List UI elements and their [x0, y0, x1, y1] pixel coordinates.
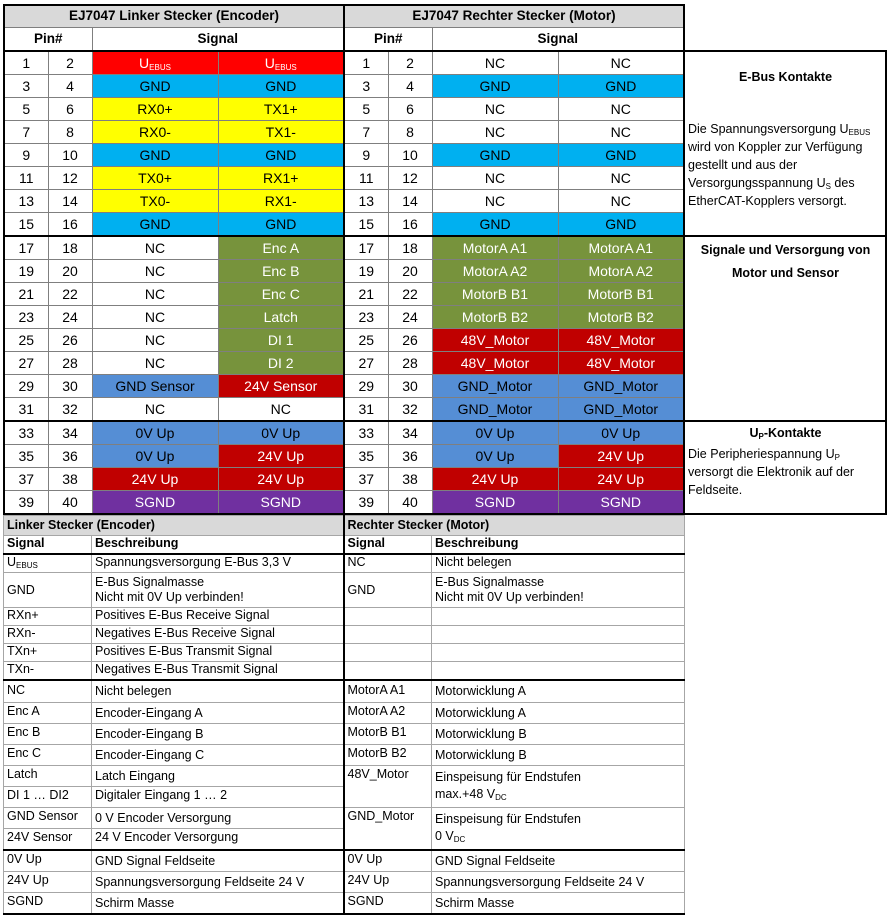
pin-number: 29	[4, 374, 48, 397]
signal-name: Enc B	[4, 724, 92, 745]
signal-description: Negatives E-Bus Transmit Signal	[92, 662, 344, 681]
right-signal: NC	[432, 97, 558, 120]
pin-number: 38	[48, 467, 92, 490]
left-signal: TX1+	[218, 97, 344, 120]
right-signal: MotorB B1	[558, 282, 684, 305]
left-signal: RX0-	[92, 120, 218, 143]
pin-number: 9	[344, 143, 388, 166]
pin-number: 18	[48, 236, 92, 260]
right-signal: NC	[432, 51, 558, 75]
right-signal: 24V Up	[432, 467, 558, 490]
left-desc-title: Linker Stecker (Encoder)	[4, 516, 344, 536]
left-signal: $U_{EBUS}$	[92, 51, 218, 75]
left-signal: NC	[92, 259, 218, 282]
signal-description: Encoder-Eingang C	[92, 745, 344, 766]
pin-number: 10	[388, 143, 432, 166]
pin-number: 15	[344, 212, 388, 236]
pin-number: 6	[388, 97, 432, 120]
signal-name: MotorB B1	[344, 724, 432, 745]
pin-number: 34	[388, 421, 432, 445]
right-signal: GND	[432, 212, 558, 236]
pin-number: 35	[344, 444, 388, 467]
right-signal: MotorB B2	[558, 305, 684, 328]
description-column-header: Beschreibung	[92, 536, 344, 555]
pin-number: 25	[344, 328, 388, 351]
right-signal: 24V Up	[558, 444, 684, 467]
signal-description: Schirm Masse	[432, 893, 685, 915]
pin-number: 26	[388, 328, 432, 351]
pin-number: 5	[344, 97, 388, 120]
pin-number: 11	[344, 166, 388, 189]
pin-number: 2	[388, 51, 432, 75]
pin-number: 30	[48, 374, 92, 397]
right-signal: 0V Up	[558, 421, 684, 445]
signal-description: Encoder-Eingang B	[92, 724, 344, 745]
pin-number: 36	[48, 444, 92, 467]
right-signal: GND	[558, 74, 684, 97]
left-signal: Latch	[218, 305, 344, 328]
signal-name: Enc C	[4, 745, 92, 766]
left-signal: 0V Up	[218, 421, 344, 445]
left-signal: NC	[218, 397, 344, 421]
right-signal: 0V Up	[432, 421, 558, 445]
left-signal: GND	[218, 74, 344, 97]
right-signal: 48V_Motor	[558, 351, 684, 374]
signal-name: RXn+	[4, 608, 92, 626]
pin-number: 40	[388, 490, 432, 514]
signal-description: Latch Eingang	[92, 766, 344, 787]
pin-number: 3	[4, 74, 48, 97]
signal-header: Signal	[432, 27, 684, 51]
signal-name: 48V_Motor	[344, 766, 432, 808]
pin-number: 28	[48, 351, 92, 374]
signal-description: Motorwicklung B	[432, 745, 685, 766]
right-signal: MotorA A1	[558, 236, 684, 260]
pin-number: 13	[4, 189, 48, 212]
signal-description: 24 V Encoder Versorgung	[92, 829, 344, 851]
pin-number: 24	[388, 305, 432, 328]
left-signal: NC	[92, 397, 218, 421]
signal-description: Motorwicklung A	[432, 703, 685, 724]
left-signal: TX0-	[92, 189, 218, 212]
pin-number: 7	[4, 120, 48, 143]
left-signal: NC	[92, 236, 218, 260]
pin-number: 17	[344, 236, 388, 260]
pin-number: 27	[344, 351, 388, 374]
pin-number: 39	[344, 490, 388, 514]
left-signal: 24V Up	[218, 444, 344, 467]
pin-number: 3	[344, 74, 388, 97]
left-signal: DI 2	[218, 351, 344, 374]
signal-description: Nicht belegen	[92, 680, 344, 703]
left-signal: TX0+	[92, 166, 218, 189]
pin-number: 12	[48, 166, 92, 189]
pin-number: 37	[4, 467, 48, 490]
signal-description: Encoder-Eingang A	[92, 703, 344, 724]
signal-name: MotorA A2	[344, 703, 432, 724]
pin-number: 33	[344, 421, 388, 445]
pin-number: 33	[4, 421, 48, 445]
right-signal: MotorB B2	[432, 305, 558, 328]
right-signal: NC	[432, 189, 558, 212]
right-connector-title: EJ7047 Rechter Stecker (Motor)	[344, 5, 684, 27]
left-signal: NC	[92, 305, 218, 328]
signal-name: 24V Up	[4, 872, 92, 893]
pin-number: 22	[48, 282, 92, 305]
pin-number: 19	[344, 259, 388, 282]
right-signal: MotorA A2	[558, 259, 684, 282]
right-desc-title: Rechter Stecker (Motor)	[344, 516, 685, 536]
signal-description: Spannungsversorgung Feldseite 24 V	[432, 872, 685, 893]
signal-column-header: Signal	[344, 536, 432, 555]
signal-name: TXn-	[4, 662, 92, 681]
signal-name: 24V Up	[344, 872, 432, 893]
left-signal: GND	[218, 212, 344, 236]
left-signal: NC	[92, 282, 218, 305]
pin-number: 14	[388, 189, 432, 212]
left-signal: GND Sensor	[92, 374, 218, 397]
right-signal: 48V_Motor	[558, 328, 684, 351]
pin-number: 7	[344, 120, 388, 143]
signal-name: GND Sensor	[4, 808, 92, 829]
signal-name: 24V Sensor	[4, 829, 92, 851]
signal-description-table	[3, 515, 685, 915]
pin-number: 23	[4, 305, 48, 328]
signal-description: Schirm Masse	[92, 893, 344, 915]
left-signal: 24V Sensor	[218, 374, 344, 397]
signal-name: Enc A	[4, 703, 92, 724]
left-signal: GND	[92, 74, 218, 97]
left-signal: RX0+	[92, 97, 218, 120]
pin-number: 28	[388, 351, 432, 374]
pin-number: 25	[4, 328, 48, 351]
right-signal: GND	[558, 143, 684, 166]
pin-number: 31	[344, 397, 388, 421]
ebus-contacts-note: E-Bus Kontakte Die Spannungsversorgung $U_{EBUS}$ wird von Koppler zur Verfügung gestellt und aus der Versorgungsspannung $U_S$ des EtherCAT-Kopplers versorgt.	[684, 51, 886, 236]
signal-description: Spannungsversorgung E-Bus 3,3 V	[92, 554, 344, 573]
signal-description: Digitaler Eingang 1 … 2	[92, 787, 344, 808]
pin-number: 8	[48, 120, 92, 143]
signal-description: Positives E-Bus Receive Signal	[92, 608, 344, 626]
signal-name: DI 1 … DI2	[4, 787, 92, 808]
left-connector-title: EJ7047 Linker Stecker (Encoder)	[4, 5, 344, 27]
right-signal: 24V Up	[558, 467, 684, 490]
left-signal: GND	[218, 143, 344, 166]
signal-description: Positives E-Bus Transmit Signal	[92, 644, 344, 662]
pin-number: 22	[388, 282, 432, 305]
pin-number: 37	[344, 467, 388, 490]
signal-name: GND	[4, 573, 92, 608]
right-signal: SGND	[432, 490, 558, 514]
left-signal: 0V Up	[92, 444, 218, 467]
left-signal: GND	[92, 143, 218, 166]
pin-number: 20	[48, 259, 92, 282]
pin-number: 24	[48, 305, 92, 328]
pin-number: 15	[4, 212, 48, 236]
right-signal: 48V_Motor	[432, 351, 558, 374]
signal-description: Motorwicklung B	[432, 724, 685, 745]
signal-description: Motorwicklung A	[432, 680, 685, 703]
right-signal: NC	[432, 120, 558, 143]
up-contacts-note: $U_P$-Kontakte Die Peripheriespannung $U_P$ versorgt die Elektronik auf der Feldseite.	[684, 421, 886, 514]
right-signal: GND	[558, 212, 684, 236]
signal-description: E-Bus Signalmasse Nicht mit 0V Up verbinden!	[92, 573, 344, 608]
pin-number: 5	[4, 97, 48, 120]
right-signal: SGND	[558, 490, 684, 514]
signal-description: GND Signal Feldseite	[432, 850, 685, 872]
pin-number: 31	[4, 397, 48, 421]
signal-name: NC	[4, 680, 92, 703]
pin-assignment-table	[3, 4, 887, 515]
signal-name: MotorA A1	[344, 680, 432, 703]
description-column-header: Beschreibung	[432, 536, 685, 555]
right-signal: NC	[558, 166, 684, 189]
pin-number: 36	[388, 444, 432, 467]
right-signal: MotorA A2	[432, 259, 558, 282]
left-signal: DI 1	[218, 328, 344, 351]
right-signal: GND_Motor	[558, 374, 684, 397]
pin-number: 16	[48, 212, 92, 236]
pin-number: 21	[4, 282, 48, 305]
left-signal: NC	[92, 351, 218, 374]
pin-number: 21	[344, 282, 388, 305]
left-signal: RX1-	[218, 189, 344, 212]
right-signal: NC	[558, 120, 684, 143]
right-signal: NC	[558, 51, 684, 75]
pin-number: 8	[388, 120, 432, 143]
pin-number: 34	[48, 421, 92, 445]
left-signal: Enc A	[218, 236, 344, 260]
left-signal: $U_{EBUS}$	[218, 51, 344, 75]
pin-number: 13	[344, 189, 388, 212]
left-signal: RX1+	[218, 166, 344, 189]
left-signal: 24V Up	[92, 467, 218, 490]
pin-number: 6	[48, 97, 92, 120]
pin-number: 27	[4, 351, 48, 374]
pin-number: 32	[388, 397, 432, 421]
right-signal: GND_Motor	[432, 374, 558, 397]
signal-name: RXn-	[4, 626, 92, 644]
right-signal: MotorA A1	[432, 236, 558, 260]
signal-description: GND Signal Feldseite	[92, 850, 344, 872]
signal-header: Signal	[92, 27, 344, 51]
left-signal: SGND	[92, 490, 218, 514]
right-signal: GND_Motor	[558, 397, 684, 421]
signal-name: TXn+	[4, 644, 92, 662]
signal-description: Einspeisung für Endstufen 0 $V_{DC}$	[432, 808, 685, 851]
pin-number: 32	[48, 397, 92, 421]
signal-description: Spannungsversorgung Feldseite 24 V	[92, 872, 344, 893]
signal-column-header: Signal	[4, 536, 92, 555]
left-signal: 0V Up	[92, 421, 218, 445]
pin-number: 40	[48, 490, 92, 514]
pin-number: 12	[388, 166, 432, 189]
signal-description: Nicht belegen	[432, 554, 685, 573]
signal-description: Negatives E-Bus Receive Signal	[92, 626, 344, 644]
right-signal: GND	[432, 143, 558, 166]
pin-number: 11	[4, 166, 48, 189]
pin-number: 30	[388, 374, 432, 397]
signal-name: 0V Up	[4, 850, 92, 872]
pin-number: 19	[4, 259, 48, 282]
right-signal: GND_Motor	[432, 397, 558, 421]
pin-number: 16	[388, 212, 432, 236]
right-signal: 48V_Motor	[432, 328, 558, 351]
pin-number: 38	[388, 467, 432, 490]
signal-description: 0 V Encoder Versorgung	[92, 808, 344, 829]
signal-description: Einspeisung für Endstufen max.+48 $V_{DC}$	[432, 766, 685, 808]
signal-name: GND_Motor	[344, 808, 432, 851]
pin-number: 20	[388, 259, 432, 282]
pin-number: 39	[4, 490, 48, 514]
pin-header: Pin#	[4, 27, 92, 51]
right-signal: MotorB B1	[432, 282, 558, 305]
pin-number: 1	[344, 51, 388, 75]
left-signal: TX1-	[218, 120, 344, 143]
pin-number: 4	[48, 74, 92, 97]
pin-number: 2	[48, 51, 92, 75]
pin-number: 9	[4, 143, 48, 166]
pin-number: 1	[4, 51, 48, 75]
pin-number: 23	[344, 305, 388, 328]
right-signal: NC	[558, 97, 684, 120]
pin-number: 26	[48, 328, 92, 351]
right-signal: 0V Up	[432, 444, 558, 467]
signal-name: NC	[344, 554, 432, 573]
pin-number: 29	[344, 374, 388, 397]
right-signal: NC	[558, 189, 684, 212]
signal-name: SGND	[4, 893, 92, 915]
signal-description: E-Bus Signalmasse Nicht mit 0V Up verbinden!	[432, 573, 685, 608]
pin-number: 35	[4, 444, 48, 467]
left-signal: Enc B	[218, 259, 344, 282]
pin-number: 17	[4, 236, 48, 260]
signal-name: $U_{EBUS}$	[4, 554, 92, 573]
pin-number: 4	[388, 74, 432, 97]
signal-name: 0V Up	[344, 850, 432, 872]
signal-name: GND	[344, 573, 432, 608]
pin-number: 10	[48, 143, 92, 166]
pin-number: 14	[48, 189, 92, 212]
left-signal: Enc C	[218, 282, 344, 305]
left-signal: GND	[92, 212, 218, 236]
left-signal: SGND	[218, 490, 344, 514]
pin-number: 18	[388, 236, 432, 260]
signal-name: MotorB B2	[344, 745, 432, 766]
left-signal: NC	[92, 328, 218, 351]
signal-name: SGND	[344, 893, 432, 915]
pin-header: Pin#	[344, 27, 432, 51]
signal-supply-note: Signale und Versorgung von Motor und Sensor	[684, 236, 886, 421]
left-signal: 24V Up	[218, 467, 344, 490]
signal-name: Latch	[4, 766, 92, 787]
right-signal: NC	[432, 166, 558, 189]
right-signal: GND	[432, 74, 558, 97]
